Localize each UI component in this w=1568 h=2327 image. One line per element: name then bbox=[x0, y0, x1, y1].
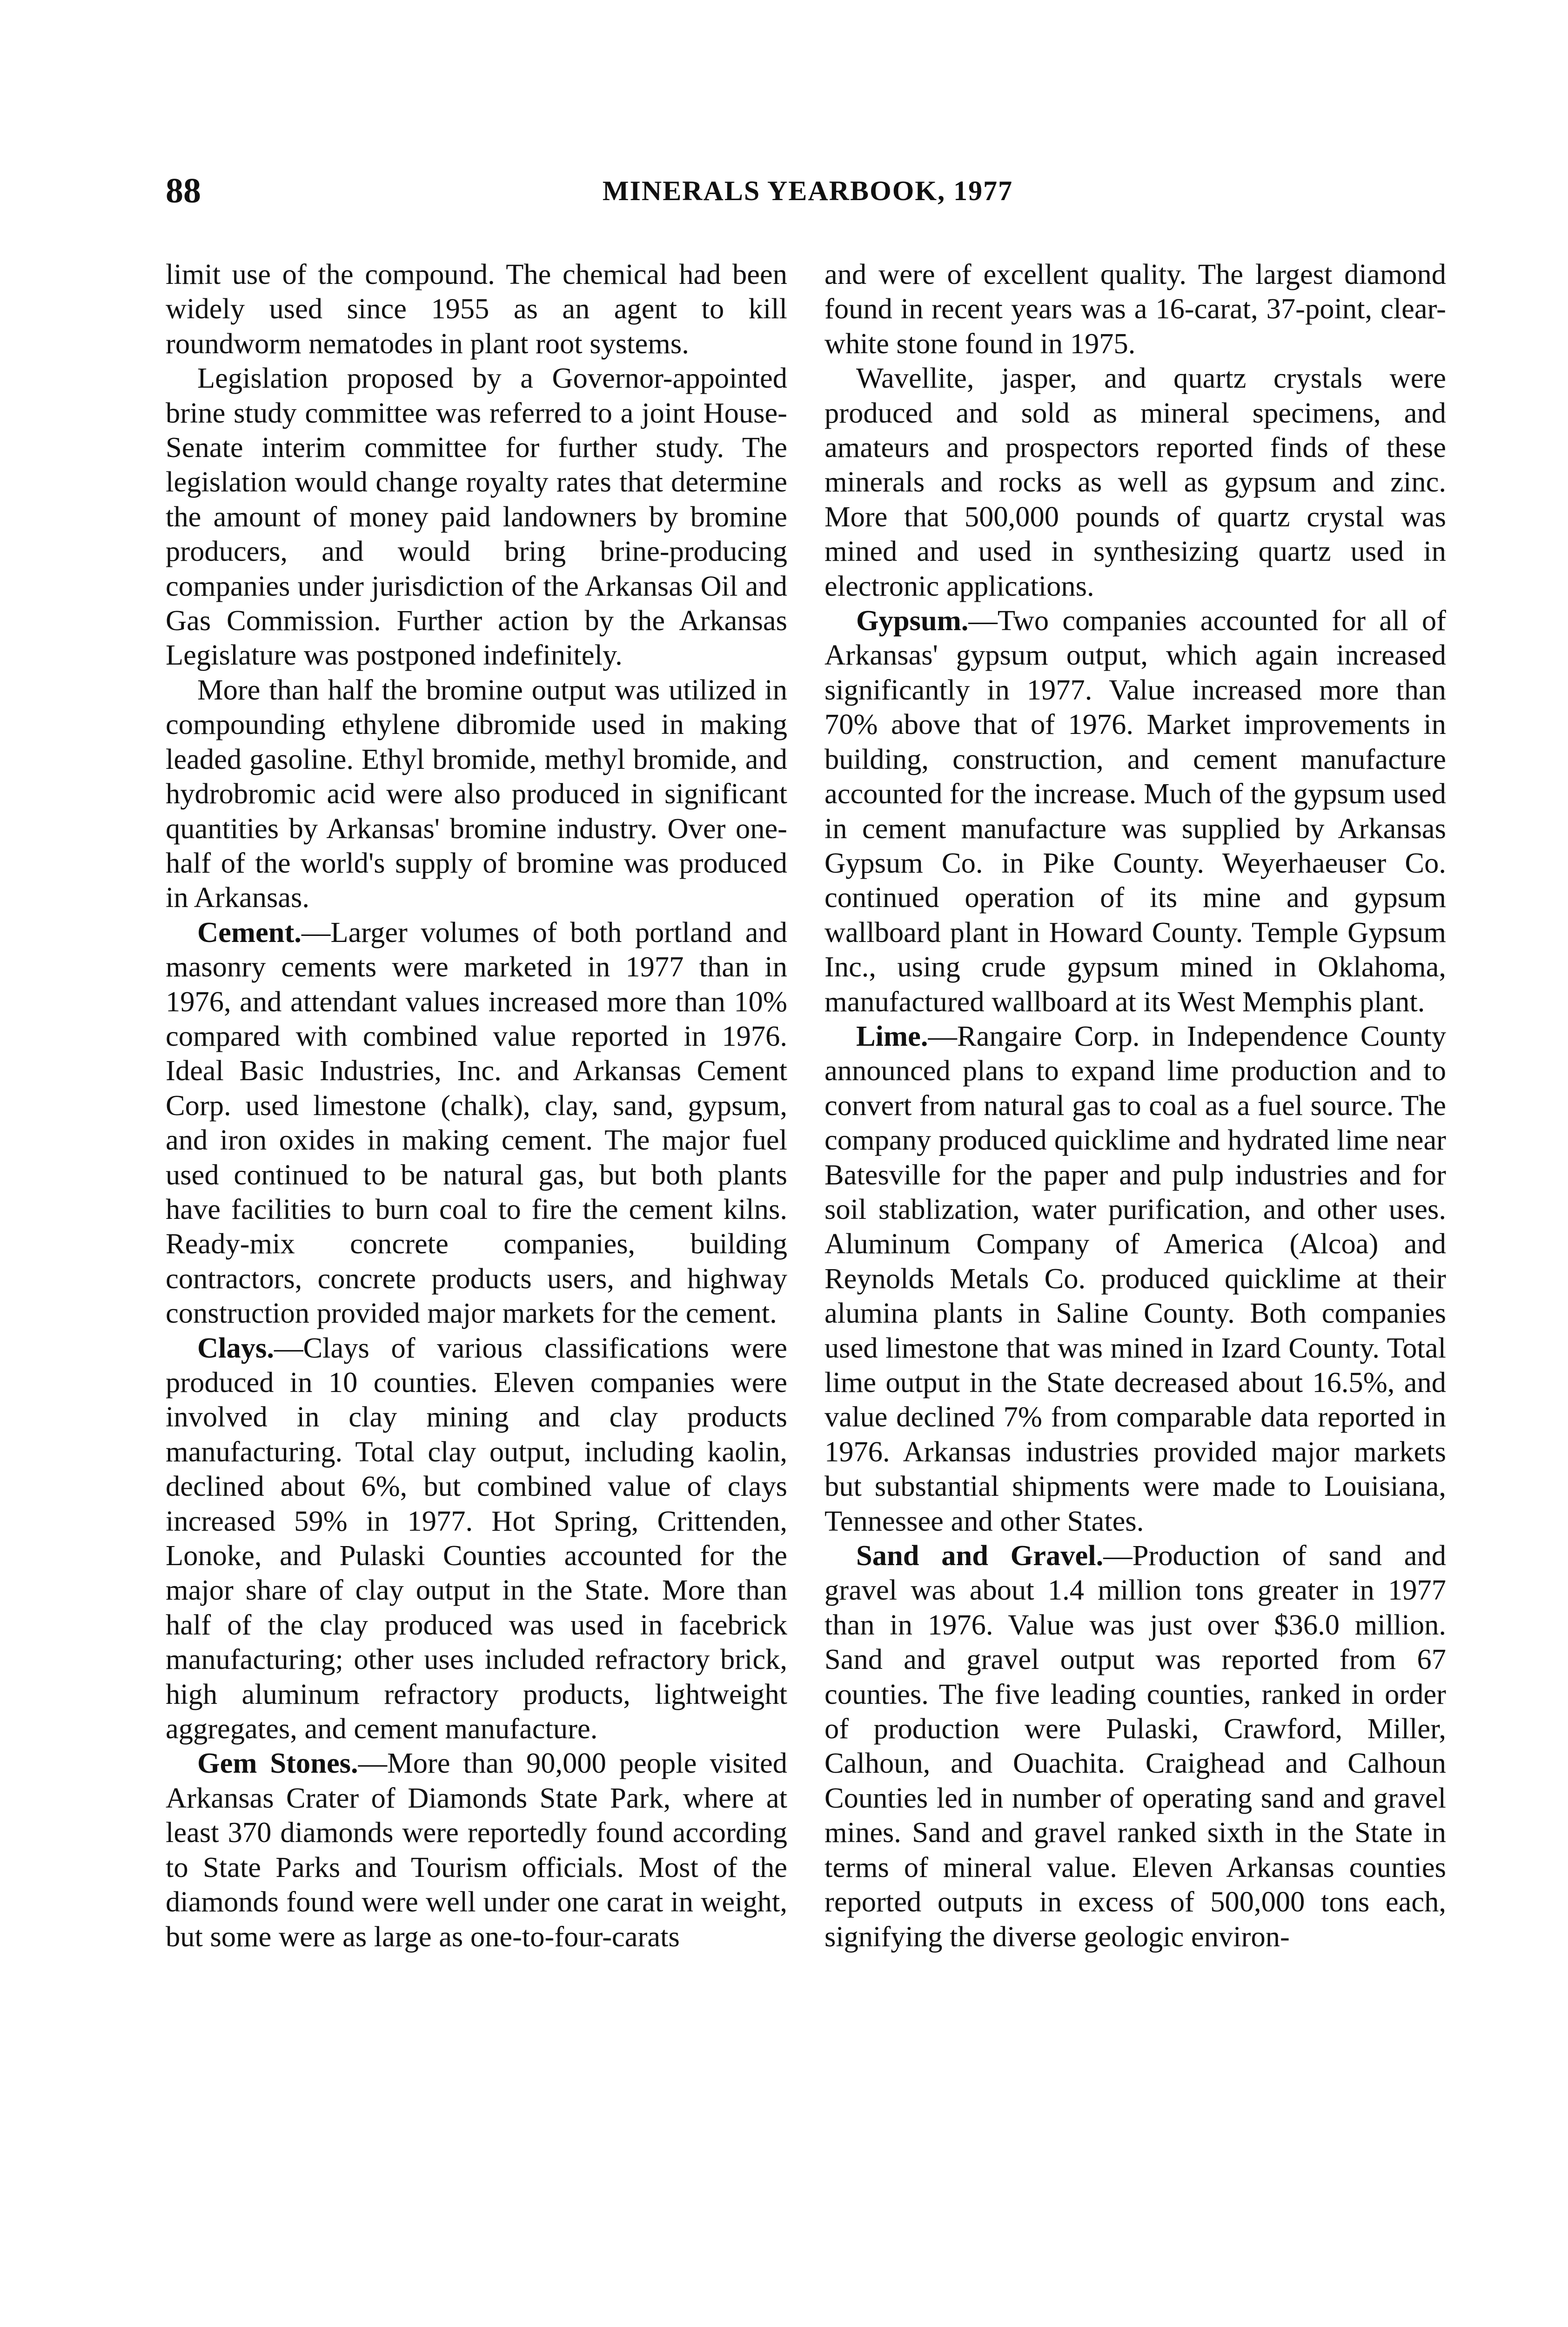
right-column bbox=[824, 257, 1446, 1954]
paragraph-nematicide-continued: limit use of the compound. The chemical had been widely used since 1955 as an agent to kill roundworm nematodes in plant root systems. bbox=[166, 258, 787, 360]
page-number: 88 bbox=[166, 171, 201, 210]
section-text-clays: —Clays of various classifications were produced in 10 counties. Eleven companies were involved in clay mining and clay products manufacturing. Total clay output, including kaolin, declined about 6%, but combined value of clays increased 59% in 1977. Hot Spring, Crittenden, Lonoke, and Pulaski Counties accounted for the major share of clay output in the State. More than half of the clay produced was used in facebrick manufacturing; other uses included refractory brick, high aluminum refractory products, lightweight aggregates, and cement manufacture. bbox=[166, 1331, 787, 1745]
section-lime bbox=[824, 1019, 1446, 1538]
section-text-cement: —Larger volumes of both portland and masonry cements were marketed in 1977 than in 1976, and attendant values increased more than 10% compared with combined value reported in 1976. Ideal Basic Industries, Inc. and Arkansas Cement Corp. used limestone (chalk), clay, sand, gypsum, and iron oxides in making cement. The major fuel used continued to be natural gas, but both plants have facilities to burn coal to fire the cement kilns. Ready-mix concrete companies, building contractors, concrete products users, and highway construction provided major markets for the cement. bbox=[166, 915, 787, 1330]
section-text-sand-and-gravel: —Production of sand and gravel was about 1.4 million tons greater in 1977 than in 1976. Value was just over $36.0 million. Sand and gravel output was reported from 67 counties. The five leading counties, ranked in order of production were Pulaski, Crawford, Miller, Calhoun, and Ouachita. Craighead and Calhoun Counties led in number of operating sand and gravel mines. Sand and gravel ranked sixth in the State in terms of mineral value. Eleven Arkansas counties reported outputs in excess of 500,000 tons each, signifying the diverse geologic environ- bbox=[824, 1539, 1446, 1953]
left-column bbox=[166, 257, 787, 1954]
section-heading-gem-stones: Gem Stones. bbox=[197, 1747, 358, 1780]
running-title: MINERALS YEARBOOK, 1977 bbox=[602, 175, 1013, 206]
section-text-gem-stones: —More than 90,000 people visited Arkansas Crater of Diamonds State Park, where at least 370 diamonds were reportedly found according to State Parks and Tourism officials. Most of the diamonds found were well under one carat in weight, but some were as large as one-to-four-carats bbox=[166, 1747, 787, 1953]
paragraph-bromine-uses: More than half the bromine output was utilized in compounding ethylene dibromide used in making leaded gasoline. Ethyl bromide, methyl bromide, and hydrobromic acid were also produced in significant quantities by Arkansas' bromine industry. Over one-half of the world's supply of bromine was produced in Arkansas. bbox=[166, 673, 787, 914]
page-header bbox=[166, 168, 1450, 214]
section-text-gypsum: —Two companies accounted for all of Arkansas' gypsum output, which again increased significantly in 1977. Value increased more than 70% above that of 1976. Market improvements in building, construction, and cement manufacture accounted for the increase. Much of the gypsum used in cement manufacture was supplied by Arkansas Gypsum Co. in Pike County. Weyerhaeuser Co. continued operation of its mine and gypsum wallboard plant in Howard County. Temple Gypsum Inc., using crude gypsum mined in Oklahoma, manufactured wallboard at its West Memphis plant. bbox=[824, 604, 1446, 1018]
section-cement bbox=[166, 915, 787, 1331]
paragraph-mineral-specimens: Wavellite, jasper, and quartz crystals were produced and sold as mineral specimens, and amateurs and prospectors reported finds of these minerals and rocks as well as gypsum and zinc. More that 500,000 pounds of quartz crystal was mined and used in synthesizing quartz used in electronic applications. bbox=[824, 362, 1446, 602]
section-clays bbox=[166, 1331, 787, 1746]
section-gem-stones bbox=[166, 1746, 787, 1953]
section-text-lime: —Rangaire Corp. in Independence County announced plans to expand lime production and to convert from natural gas to coal as a fuel source. The company produced quicklime and hydrated lime near Batesville for the paper and pulp industries and for soil stablization, water purification, and other uses. Aluminum Company of America (Alcoa) and Reynolds Metals Co. produced quicklime at their alumina plants in Saline County. Both companies used limestone that was mined in Izard County. Total lime output in the State decreased about 16.5%, and value declined 7% from comparable data reported in 1976. Arkansas industries provided major markets but substantial shipments were made to Louisiana, Tennessee and other States. bbox=[824, 1019, 1446, 1537]
section-heading-sand-and-gravel: Sand and Gravel. bbox=[856, 1539, 1104, 1572]
section-heading-clays: Clays. bbox=[197, 1331, 274, 1364]
section-gypsum bbox=[824, 603, 1446, 1019]
paragraph-brine-legislation: Legislation proposed by a Governor-appointed brine study committee was referred to a joint House-Senate interim committee for further study. The legislation would change royalty rates that determine the amount of money paid landowners by bromine producers, and would bring brine-producing companies under jurisdiction of the Arkansas Oil and Gas Commission. Further action by the Arkansas Legislature was postponed indefinitely. bbox=[166, 362, 787, 672]
section-sand-and-gravel bbox=[824, 1538, 1446, 1954]
section-heading-gypsum: Gypsum. bbox=[856, 604, 969, 637]
section-heading-cement: Cement. bbox=[197, 915, 302, 948]
paragraph-diamonds-continued: and were of excellent quality. The largest diamond found in recent years was a 16-carat, 37-point, clear-white stone found in 1975. bbox=[824, 258, 1446, 360]
section-heading-lime: Lime. bbox=[856, 1019, 928, 1052]
